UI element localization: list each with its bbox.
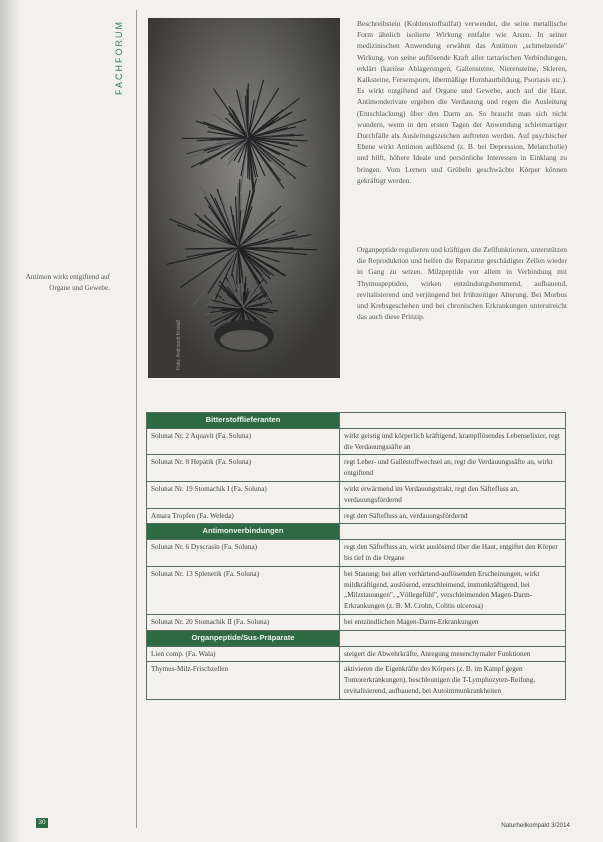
product-effect: regt den Säftefluss an, wirkt auslösend über die Haut, entgiftet den Körper bis tief in die Organe [340, 540, 566, 567]
page-number: 30 [36, 818, 48, 828]
margin-rule [136, 10, 137, 828]
product-name: Solunat Nr. 13 Splenetik (Fa. Soluna) [147, 566, 340, 614]
table-row [147, 662, 566, 699]
product-table [146, 412, 566, 700]
product-effect: regt Leber- und Gallestoffwechsel an, regt die Verdauungssäfte an, wirkt entgiftend [340, 455, 566, 482]
product-name: Solunat Nr. 8 Hepatik (Fa. Soluna) [147, 455, 340, 482]
product-effect: wirkt erwärmend im Verdauungstrakt, regt den Säftefluss an, verdauungsfördernd [340, 481, 566, 508]
article-paragraph: Organpeptide regulieren und kräftigen die Zellfunktionen, unterstützen die Reproduktion und helfen die Reparatur geschädigter Zellen wieder in Gang zu setzen. Milzpeptide vor allem in Verbindung mit Thymuspeptiden, wirken entzündungshemmend, aufbauend, revitalisierend und verjüngend bei frühzeitiger Alterung. Bei Morbus und Krebsgeschehen und bei chronischen Erkrankungen unterstreicht das auch diese Prinzip. [357, 245, 567, 322]
article-text-column-1 [357, 18, 567, 186]
product-name: Solunat Nr. 2 Aquavit (Fa. Soluna) [147, 428, 340, 455]
product-effect: bei Stauung; bei allen verhärtend-auflösenden Erscheinungen, wirkt mildkräftigend, auslösend, entschleimend, immunkräftigend, bei „Milzstauungen", „Völlegefühl", verschleimenden Magen-Darm-Erkrankungen (z. B. M. Crohn, Colitis ulcerosa) [340, 566, 566, 614]
table-row [147, 646, 566, 662]
group-title: Antimonverbindungen [147, 524, 340, 540]
group-title: Organpeptide/Sus-Präparate [147, 630, 340, 646]
table-row [147, 481, 566, 508]
margin-note: Antimon wirkt entgiftend auf Organe und Gewebe. [25, 273, 110, 292]
product-effect: steigert die Abwehrkräfte, Anregung mesenchymaler Funktionen [340, 646, 566, 662]
table-row [147, 455, 566, 482]
section-label: FACHFORUM [114, 20, 124, 96]
table-group-header [147, 413, 566, 429]
publication-footer: Naturheilkompakt 3/2014 [501, 822, 570, 829]
product-effect: regt den Säftefluss an, verdauungsfördernd [340, 508, 566, 524]
article-paragraph: Beschreibstein (Kohlenstoffsulfat) verwendet, die seine metallische Form ähnlich isolierte Wirkung entfalte wie Arsen. In seiner medizinischen Anwendung erwähnt das Antimon „schmelzende" Wirkung, von seine auflösende Kraft aller tartarischen Verbindungen, erklärt (kariöse Ablagerungen, Gallensteine, Nierensteine, Skleren, Kalksteine, Fersensporn, übermäßige Hornhautbildung, Psoriasis etc.). Es wirkt entgiftend auf Organe und Gewebe, auch auf die Haut. Antimonderivate ergeben die Verdauung und regen die Ausleitung (Entschlackung) über den Darm an. So braucht man sich nicht wundern, wenn in den ersten Tagen der Anwendung schleimartiger Durchfälle als Ausleitungszeichen auftreten werden. Auf psychischer Ebene wirkt Antimon auflösend (z. B. bei Depression, Melancholie) und hilft, höhere Ideale und persönliche Interessen in Einklang zu bringen. Vom Lernen und Grübeln geschwächte Körper können gekräftigt werden. [357, 19, 567, 185]
group-title: Bitterstofflieferanten [147, 413, 340, 429]
product-name: Solunat Nr. 20 Stomachik II (Fa. Soluna) [147, 614, 340, 630]
page-fold-shadow [0, 0, 20, 842]
product-name: Solunat Nr. 19 Stomachik I (Fa. Soluna) [147, 481, 340, 508]
table-row [147, 566, 566, 614]
photo-credit: Foto: Antimonit Kristall [176, 320, 182, 370]
product-name: Solunat Nr. 6 Dyscrasin (Fa. Soluna) [147, 540, 340, 567]
table-row [147, 614, 566, 630]
table-row [147, 508, 566, 524]
product-name: Lien comp. (Fa. Wala) [147, 646, 340, 662]
product-effect: wirkt geistig und körperlich kräftigend, krampflösendes Lebenselixier, regt die Verdauungssäfte an [340, 428, 566, 455]
table-group-header [147, 524, 566, 540]
product-effect: aktivieren die Eigenkräfte des Körpers (z. B. im Kampf gegen Tumorerkrankungen), beschleunigen die T-Lymphozyten-Reifung, revitalisierend, aufbauend, bei Autoimmunkrankheiten [340, 662, 566, 699]
article-text-column-2 [357, 244, 567, 322]
table-row [147, 428, 566, 455]
product-name: Thymus-Milz-Frischzellen [147, 662, 340, 699]
table-group-header [147, 630, 566, 646]
table-row [147, 540, 566, 567]
product-effect: bei entzündlichen Magen-Darm-Erkrankungen [340, 614, 566, 630]
product-name: Amara Tropfen (Fa. Weleda) [147, 508, 340, 524]
